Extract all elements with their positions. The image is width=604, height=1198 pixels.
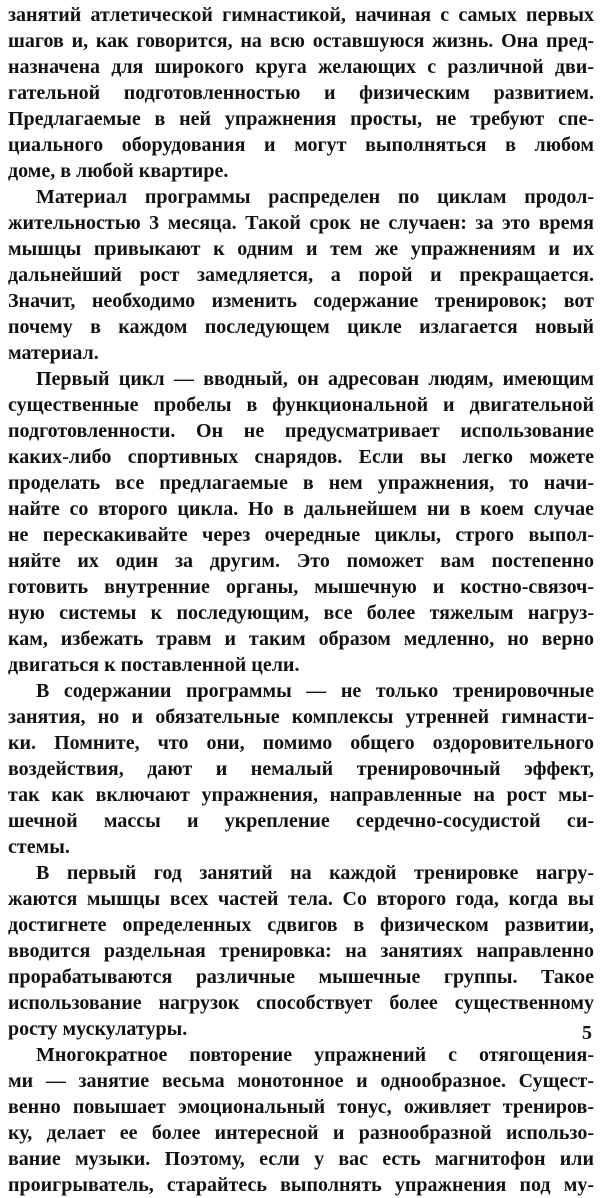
text-line: подготовленности. Он не предусматривает использование	[8, 420, 594, 442]
text-line: доме, в любой квартире.	[8, 160, 229, 182]
paragraph	[8, 184, 594, 366]
text-line: шагов и, как говорится, на всю оставшуюся жизнь. Она пред-	[8, 30, 594, 52]
text-line: шечной массы и укрепление сердечно-сосудистой си-	[8, 810, 594, 832]
text-line: материал.	[8, 342, 99, 364]
text-line: прорабатываются различные мышечные группы. Такое	[8, 966, 594, 988]
paragraph	[8, 1042, 594, 1198]
text-line: почему в каждом последующем цикле излагается новый	[8, 316, 594, 338]
paragraph	[8, 860, 594, 1042]
text-line: не перескакивайте через очередные циклы, строго выпол-	[8, 524, 594, 546]
text-line: достигнете определенных сдвигов в физическом развитии,	[8, 914, 594, 936]
text-line: мышцы привыкают к одним и тем же упражнениям и их	[8, 238, 594, 260]
text-line: воздействия, дают и немалый тренировочный эффект,	[8, 758, 594, 780]
document-page	[8, 2, 594, 1198]
text-line: двигаться к поставленной цели.	[8, 654, 300, 676]
text-line: циального оборудования и могут выполняться в любом	[8, 134, 594, 156]
text-line: гательной подготовленностью и физическим развитием.	[8, 82, 594, 104]
text-line: занятий атлетической гимнастикой, начиная с самых первых	[8, 4, 594, 26]
paragraph	[8, 2, 594, 184]
text-line: существенные пробелы в функциональной и двигательной	[8, 394, 594, 416]
text-line: няйте их один за другим. Это поможет вам постепенно	[8, 550, 594, 572]
text-line: венно повышает эмоциональный тонус, оживляет трениров-	[8, 1096, 594, 1118]
text-line: проделать все предлагаемые в нем упражнения, то начи-	[8, 472, 594, 494]
text-line: готовить внутренние органы, мышечную и костно-связоч-	[8, 576, 594, 598]
text-line: дальнейший рост замедляется, а порой и прекращается.	[8, 264, 594, 286]
text-line: Предлагаемые в ней упражнения просты, не требуют спе-	[8, 108, 594, 130]
text-line: каких-либо спортивных снарядов. Если вы легко можете	[8, 446, 594, 468]
text-line: вание музыки. Поэтому, если у вас есть магнитофон или	[8, 1148, 594, 1170]
text-line: вводится раздельная тренировка: на занятиях направленно	[8, 940, 594, 962]
text-line: так как включают упражнения, направленные на рост мы-	[8, 784, 594, 806]
text-line: ки. Помните, что они, помимо общего оздоровительного	[8, 732, 594, 754]
text-line: ми — занятие весьма монотонное и однообразное. Сущест-	[8, 1070, 594, 1092]
paragraph	[8, 366, 594, 678]
text-line: ную системы к последующим, все более тяжелым нагруз-	[8, 602, 594, 624]
text-line: Значит, необходимо изменить содержание тренировок; вот	[8, 290, 594, 312]
text-line: найте со второго цикла. Но в дальнейшем ни в коем случае	[8, 498, 594, 520]
text-line: Многократное повторение упражнений с отягощения-	[36, 1044, 594, 1066]
page-number: 5	[582, 1022, 592, 1044]
text-line: использование нагрузок способствует более существенному	[8, 992, 594, 1014]
text-line: Материал программы распределен по циклам продол-	[36, 186, 594, 208]
text-line: кам, избежать травм и таким образом медленно, но верно	[8, 628, 594, 650]
text-line: жаются мышцы всех частей тела. Со второго года, когда вы	[8, 888, 594, 910]
text-line: назначена для широкого круга желающих с различной дви-	[8, 56, 594, 78]
text-line: В первый год занятий на каждой тренировке нагру-	[36, 862, 594, 884]
text-line: жительностью 3 месяца. Такой срок не случаен: за это время	[8, 212, 594, 234]
text-line: росту мускулатуры.	[8, 1018, 188, 1040]
text-line: занятия, но и обязательные комплексы утренней гимнасти-	[8, 706, 594, 728]
paragraph	[8, 678, 594, 860]
text-line: В содержании программы — не только тренировочные	[36, 680, 594, 702]
text-line: Первый цикл — вводный, он адресован людям, имеющим	[36, 368, 594, 390]
text-line: проигрыватель, старайтесь выполнять упражнения под му-	[8, 1174, 594, 1196]
text-line: стемы.	[8, 836, 70, 858]
text-line: ку, делает ее более интересной и разнообразной использо-	[8, 1122, 594, 1144]
